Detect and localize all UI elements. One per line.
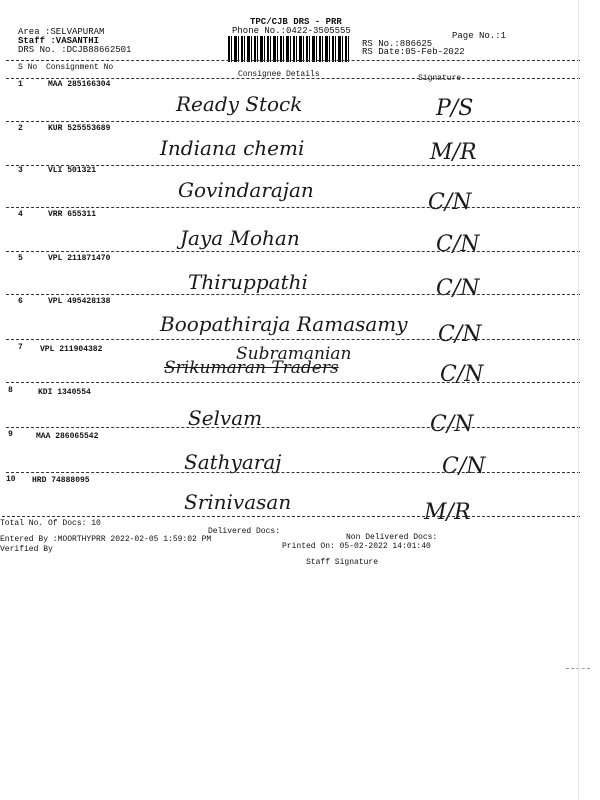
row-sno: 5 (18, 254, 23, 263)
row-divider (6, 207, 580, 208)
col-sno: S No (18, 63, 38, 72)
row-receipt-mark: C/N (438, 322, 482, 347)
col-signature: Signature (418, 74, 462, 83)
row-receipt-mark: C/N (442, 454, 486, 479)
row-receipt-mark: P/S (436, 96, 474, 121)
row-sno: 6 (18, 297, 23, 306)
row-receipt-mark: C/N (440, 362, 484, 387)
row-divider (2, 516, 580, 517)
entered-by: Entered By :MOORTHYPRR 2022-02-05 1:59:02 PM (0, 535, 212, 544)
row-consignment: MAA 286065542 (36, 432, 99, 441)
row-consignment: VLI 501321 (48, 166, 97, 175)
row-sno: 3 (18, 166, 23, 175)
row-consignee-handwritten: Subramanian (236, 344, 352, 364)
row-consignment: VPL 211904382 (40, 345, 103, 354)
row-consignment: VPL 211871470 (48, 254, 111, 263)
row-receipt-mark: M/R (430, 140, 477, 165)
non-delivered-docs: Non Delivered Docs: (346, 533, 438, 542)
row-consignee-handwritten: Ready Stock (176, 92, 303, 116)
row-receipt-mark: C/N (428, 190, 472, 215)
rs-date: RS Date:05-Feb-2022 (362, 47, 465, 57)
delivered-docs: Delivered Docs: (208, 527, 281, 536)
row-consignment: KDI 1340554 (38, 388, 91, 397)
col-consignment: Consignment No (46, 63, 114, 72)
row-sno: 10 (6, 475, 16, 484)
row-receipt-mark: C/N (436, 276, 480, 301)
area-label: Area :SELVAPURAM (18, 27, 105, 37)
row-consignee-handwritten: Jaya Mohan (180, 226, 300, 250)
row-consignee-handwritten: Indiana chemi (160, 136, 305, 160)
row-divider (6, 382, 580, 383)
row-sno: 2 (18, 124, 23, 133)
total-docs: Total No. Of Docs: 10 (0, 519, 101, 528)
row-consignment: MAA 285166304 (48, 80, 111, 89)
row-consignee-handwritten: Boopathiraja Ramasamy (160, 312, 408, 336)
printed-on: Printed On: 05-02-2022 14:01:40 (282, 542, 431, 551)
page-number: Page No.:1 (452, 31, 507, 41)
row-consignee-handwritten: Selvam (188, 406, 263, 430)
row-sno: 7 (18, 343, 23, 352)
staff-label: Staff :VASANTHI (18, 36, 100, 46)
row-receipt-mark: M/R (424, 500, 471, 525)
row-divider (6, 294, 580, 295)
row-divider (6, 121, 580, 122)
drs-number: DRS No. :DCJB88662501 (18, 45, 132, 55)
row-receipt-mark: C/N (430, 412, 474, 437)
row-consignee-struck-out: Srikumaran Traders (164, 358, 339, 378)
row-sno: 9 (8, 430, 13, 439)
columns-divider (6, 78, 580, 79)
staff-signature: Staff Signature (306, 558, 379, 567)
row-divider (6, 339, 580, 340)
scan-edge (578, 0, 579, 800)
row-sno: 1 (18, 80, 23, 89)
row-divider (6, 472, 580, 473)
row-sno: 4 (18, 210, 23, 219)
row-consignee-handwritten: Sathyaraj (184, 450, 282, 474)
row-consignee-handwritten: Govindarajan (178, 178, 314, 202)
document-title: TPC/CJB DRS - PRR (250, 17, 342, 27)
row-consignee-handwritten: Thiruppathi (188, 270, 308, 294)
row-consignment: KUR 525553689 (48, 124, 111, 133)
header-divider (6, 60, 580, 61)
col-consignee: Consignee Details (238, 70, 320, 79)
row-receipt-mark: C/N (436, 232, 480, 257)
verified-by: Verified By (0, 545, 53, 554)
row-divider (6, 427, 580, 428)
barcode (228, 36, 350, 62)
row-consignee-handwritten: Srinivasan (184, 490, 292, 514)
row-consignment: VRR 655311 (48, 210, 97, 219)
phone-number: Phone No.:0422-3505555 (232, 26, 351, 36)
row-divider (6, 251, 580, 252)
rs-number: RS No.:886625 (362, 39, 433, 49)
row-consignment: HRD 74888095 (32, 476, 90, 485)
row-consignment: VPL 495428138 (48, 297, 111, 306)
row-sno: 8 (8, 386, 13, 395)
